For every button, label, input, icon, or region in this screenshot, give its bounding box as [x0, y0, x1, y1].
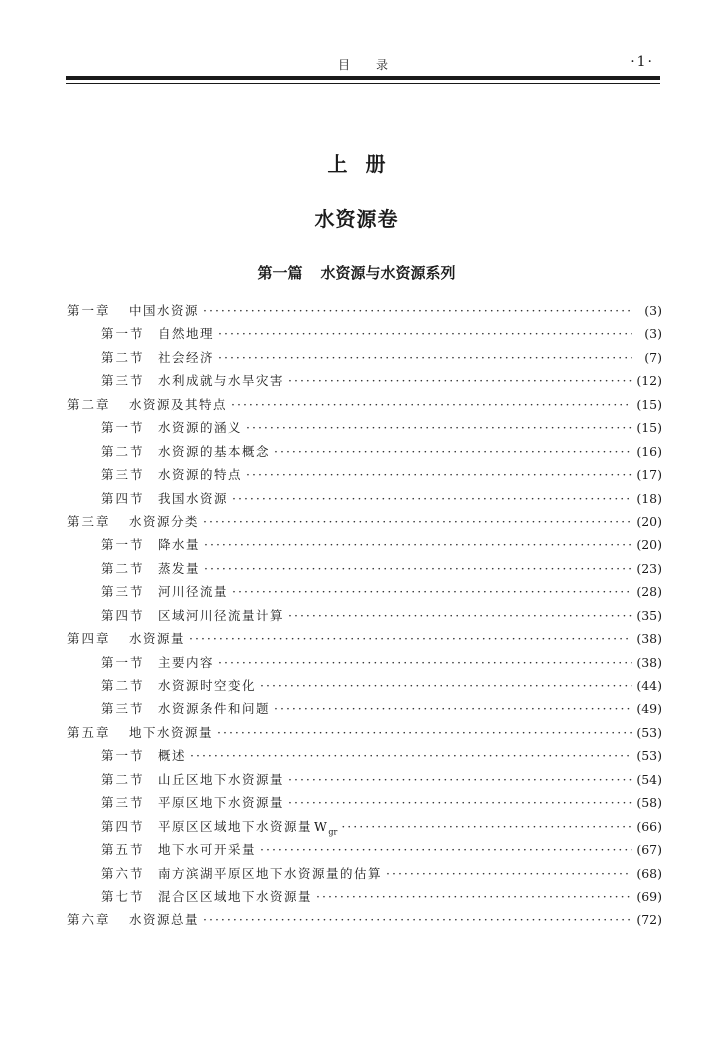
toc-entry-page: (12): [636, 373, 662, 389]
toc-leader-dots: [260, 838, 632, 861]
toc-section-entry[interactable]: [67, 557, 662, 580]
toc-chapter-entry[interactable]: [67, 721, 662, 744]
toc-section-entry[interactable]: [67, 862, 662, 885]
toc-entry-title-text: 平原区区域地下水资源量: [158, 818, 313, 834]
toc-section-entry[interactable]: [67, 815, 662, 838]
toc-entry-title: [158, 697, 270, 720]
toc-leader-dots: [218, 651, 632, 674]
toc-entry-title-text: 水资源的涵义: [158, 420, 243, 436]
header-rule-thin: [66, 83, 660, 84]
toc-entry-title-text: 社会经济: [158, 349, 215, 365]
toc-entry-title: [158, 862, 382, 885]
toc-entry-page: (3): [644, 326, 662, 342]
toc-section-entry[interactable]: [67, 440, 662, 463]
toc-entry-number: 第二节: [101, 678, 145, 693]
volume-title: 上册: [327, 152, 404, 176]
toc-entry-page: (66): [636, 818, 662, 834]
section-title: 水资源卷: [314, 207, 399, 231]
toc-section-entry[interactable]: [67, 416, 662, 439]
toc-entry-number: 第五章: [67, 724, 111, 740]
toc-entry-title: [158, 651, 214, 674]
toc-section-entry[interactable]: [67, 674, 662, 697]
toc-leader-dots: [217, 721, 632, 744]
toc-entry-page: (20): [636, 513, 662, 529]
toc-entry-number: 第四节: [101, 490, 145, 506]
toc-entry-number: 第二节: [101, 349, 145, 365]
toc-entry-title: [129, 627, 185, 650]
running-head-title: 目录: [337, 58, 414, 72]
toc-leader-dots: [203, 510, 632, 533]
header-rule-thick: [66, 76, 660, 80]
toc-entry-page: (69): [636, 888, 662, 904]
toc-entry-title: [129, 908, 199, 931]
toc-entry-title-text: 平原区地下水资源量: [158, 795, 285, 811]
toc-entry-title-text: 概述: [158, 748, 187, 764]
toc-entry-page: (15): [636, 396, 662, 412]
toc-entry-title-text: 主要内容: [158, 654, 215, 670]
toc-entry-title: [158, 416, 242, 439]
toc-entry-title-text: 降水量: [158, 537, 201, 553]
toc-entry-number: 第四节: [101, 607, 145, 623]
toc-leader-dots: [288, 791, 632, 814]
toc-leader-dots: [386, 862, 632, 885]
toc-entry-title: [129, 299, 199, 322]
toc-entry-page: (18): [636, 490, 662, 506]
toc-section-entry[interactable]: [67, 791, 662, 814]
toc-leader-dots: [274, 440, 632, 463]
toc-entry-number: 第一节: [101, 537, 145, 553]
toc-entry-title: [129, 510, 199, 533]
part-label: 第一篇: [257, 264, 303, 282]
toc-entry-page: (20): [636, 537, 662, 553]
toc-entry-title: [158, 440, 270, 463]
toc-entry-page: (28): [636, 584, 662, 600]
toc-entry-number: 第三节: [101, 584, 145, 600]
toc-section-entry[interactable]: [67, 885, 662, 908]
toc-section-entry[interactable]: [67, 322, 662, 345]
toc-entry-page: (49): [636, 701, 662, 717]
toc-entry-title-text: 水资源量: [129, 631, 186, 647]
toc-entry-page: (53): [636, 724, 662, 740]
toc-entry-number: 第三节: [101, 467, 145, 483]
toc-leader-dots: [260, 674, 632, 697]
toc-entry-title-text: 水资源及其特点: [129, 396, 228, 412]
table-of-contents: [67, 299, 662, 932]
toc-entry-title: [158, 838, 256, 861]
toc-chapter-entry[interactable]: [67, 299, 662, 322]
toc-entry-title: [129, 393, 227, 416]
toc-entry-title: [158, 885, 312, 908]
toc-entry-title-text: 中国水资源: [129, 303, 200, 318]
toc-entry-title: [158, 369, 284, 392]
toc-entry-page: (15): [636, 420, 662, 436]
toc-entry-number: 第二节: [101, 443, 145, 459]
toc-entry-page: (38): [636, 631, 662, 647]
toc-entry-title: [158, 533, 200, 556]
toc-entry-page: (3): [644, 303, 662, 318]
toc-entry-title: [158, 557, 200, 580]
toc-leader-dots: [288, 768, 632, 791]
toc-section-entry[interactable]: [67, 838, 662, 861]
toc-leader-dots: [288, 369, 632, 392]
toc-entry-symbol-subscript: gr: [328, 827, 338, 837]
toc-section-entry[interactable]: [67, 346, 662, 369]
toc-entry-page: (7): [644, 349, 662, 365]
toc-entry-page: (72): [636, 912, 662, 928]
toc-entry-title: [158, 744, 186, 767]
toc-entry-page: (35): [636, 607, 662, 623]
toc-entry-number: 第六章: [67, 912, 111, 928]
toc-entry-number: 第七节: [101, 888, 145, 904]
toc-leader-dots: [218, 346, 632, 369]
toc-leader-dots: [204, 557, 632, 580]
toc-section-entry[interactable]: [67, 369, 662, 392]
toc-section-entry[interactable]: [67, 744, 662, 767]
toc-entry-page: (38): [636, 654, 662, 670]
toc-chapter-entry[interactable]: [67, 510, 662, 533]
toc-entry-page: (67): [636, 842, 662, 858]
toc-entry-title-text: 区域河川径流量计算: [158, 607, 285, 623]
toc-entry-number: 第一章: [67, 303, 111, 318]
toc-entry-title-text: 自然地理: [158, 326, 215, 342]
toc-section-entry[interactable]: [67, 533, 662, 556]
toc-entry-title-text: 河川径流量: [158, 584, 229, 600]
toc-entry-number: 第一节: [101, 654, 145, 670]
toc-chapter-entry[interactable]: [67, 627, 662, 650]
toc-entry-page: (17): [636, 467, 662, 483]
toc-entry-title: [158, 322, 214, 345]
toc-leader-dots: [316, 885, 632, 908]
toc-entry-title-text: 水资源条件和问题: [158, 701, 271, 717]
toc-entry-title: [158, 604, 284, 627]
toc-entry-title: [129, 721, 213, 744]
toc-section-entry[interactable]: [67, 651, 662, 674]
toc-section-entry[interactable]: [67, 697, 662, 720]
toc-entry-title: [158, 346, 214, 369]
toc-leader-dots: [246, 416, 632, 439]
toc-entry-number: 第三节: [101, 373, 145, 389]
part-name: 水资源与水资源系列: [320, 264, 456, 282]
toc-leader-dots: [246, 463, 632, 486]
toc-leader-dots: [203, 908, 632, 931]
toc-section-entry[interactable]: [67, 604, 662, 627]
toc-entry-title-text: 山丘区地下水资源量: [158, 771, 285, 787]
toc-leader-dots: [231, 393, 632, 416]
page-number: ·1·: [630, 54, 654, 70]
toc-entry-number: 第一节: [101, 748, 145, 764]
toc-leader-dots: [232, 487, 632, 510]
toc-entry-title-text: 南方滨湖平原区地下水资源量的估算: [158, 865, 383, 881]
toc-leader-dots: [218, 322, 632, 345]
toc-entry-title: [158, 791, 284, 814]
toc-leader-dots: [203, 299, 632, 322]
toc-entry-title-text: 地下水资源量: [129, 724, 214, 740]
toc-section-entry[interactable]: [67, 768, 662, 791]
toc-leader-dots: [341, 815, 632, 838]
part-title: [0, 262, 713, 283]
toc-entry-title: [158, 580, 228, 603]
toc-entry-page: (58): [636, 795, 662, 811]
toc-entry-title-text: 地下水可开采量: [158, 842, 257, 858]
toc-entry-title: [158, 463, 242, 486]
toc-chapter-entry[interactable]: [67, 908, 662, 931]
toc-entry-title-text: 水资源的基本概念: [158, 443, 271, 459]
toc-section-entry[interactable]: [67, 580, 662, 603]
toc-entry-title-text: 水资源时空变化: [158, 678, 257, 693]
toc-entry-number: 第六节: [101, 865, 145, 881]
toc-entry-page: (16): [636, 443, 662, 459]
toc-entry-number: 第二节: [101, 560, 145, 576]
toc-leader-dots: [190, 744, 632, 767]
toc-entry-title-text: 我国水资源: [158, 490, 229, 506]
toc-leader-dots: [288, 604, 632, 627]
toc-entry-symbol: W: [314, 818, 329, 834]
toc-entry-page: (68): [636, 865, 662, 881]
toc-entry-title-text: 蒸发量: [158, 560, 201, 576]
toc-section-entry[interactable]: [67, 463, 662, 486]
toc-entry-title-text: 水资源的特点: [158, 467, 243, 483]
toc-leader-dots: [232, 580, 632, 603]
toc-entry-number: 第一节: [101, 326, 145, 342]
toc-entry-title: [158, 674, 256, 697]
toc-entry-number: 第三章: [67, 513, 111, 529]
toc-entry-number: 第二章: [67, 396, 111, 412]
toc-leader-dots: [274, 697, 632, 720]
toc-entry-title-text: 水资源总量: [129, 912, 200, 928]
toc-chapter-entry[interactable]: [67, 393, 662, 416]
toc-section-entry[interactable]: [67, 487, 662, 510]
toc-entry-page: (23): [636, 560, 662, 576]
toc-entry-title-text: 水利成就与水旱灾害: [158, 373, 285, 389]
toc-entry-number: 第五节: [101, 842, 145, 858]
toc-entry-number: 第三节: [101, 701, 145, 717]
toc-entry-title: [158, 487, 228, 510]
toc-leader-dots: [204, 533, 632, 556]
toc-leader-dots: [189, 627, 632, 650]
toc-entry-page: (53): [636, 748, 662, 764]
toc-entry-number: 第一节: [101, 420, 145, 436]
running-head: [66, 52, 660, 74]
toc-entry-page: (54): [636, 771, 662, 787]
toc-entry-number: 第二节: [101, 771, 145, 787]
toc-entry-number: 第四章: [67, 631, 111, 647]
toc-entry-number: 第四节: [101, 818, 145, 834]
toc-entry-page: (44): [636, 678, 662, 693]
toc-entry-title-text: 混合区区域地下水资源量: [158, 888, 313, 904]
toc-entry-number: 第三节: [101, 795, 145, 811]
toc-entry-title-text: 水资源分类: [129, 513, 200, 529]
toc-entry-title: [158, 768, 284, 791]
